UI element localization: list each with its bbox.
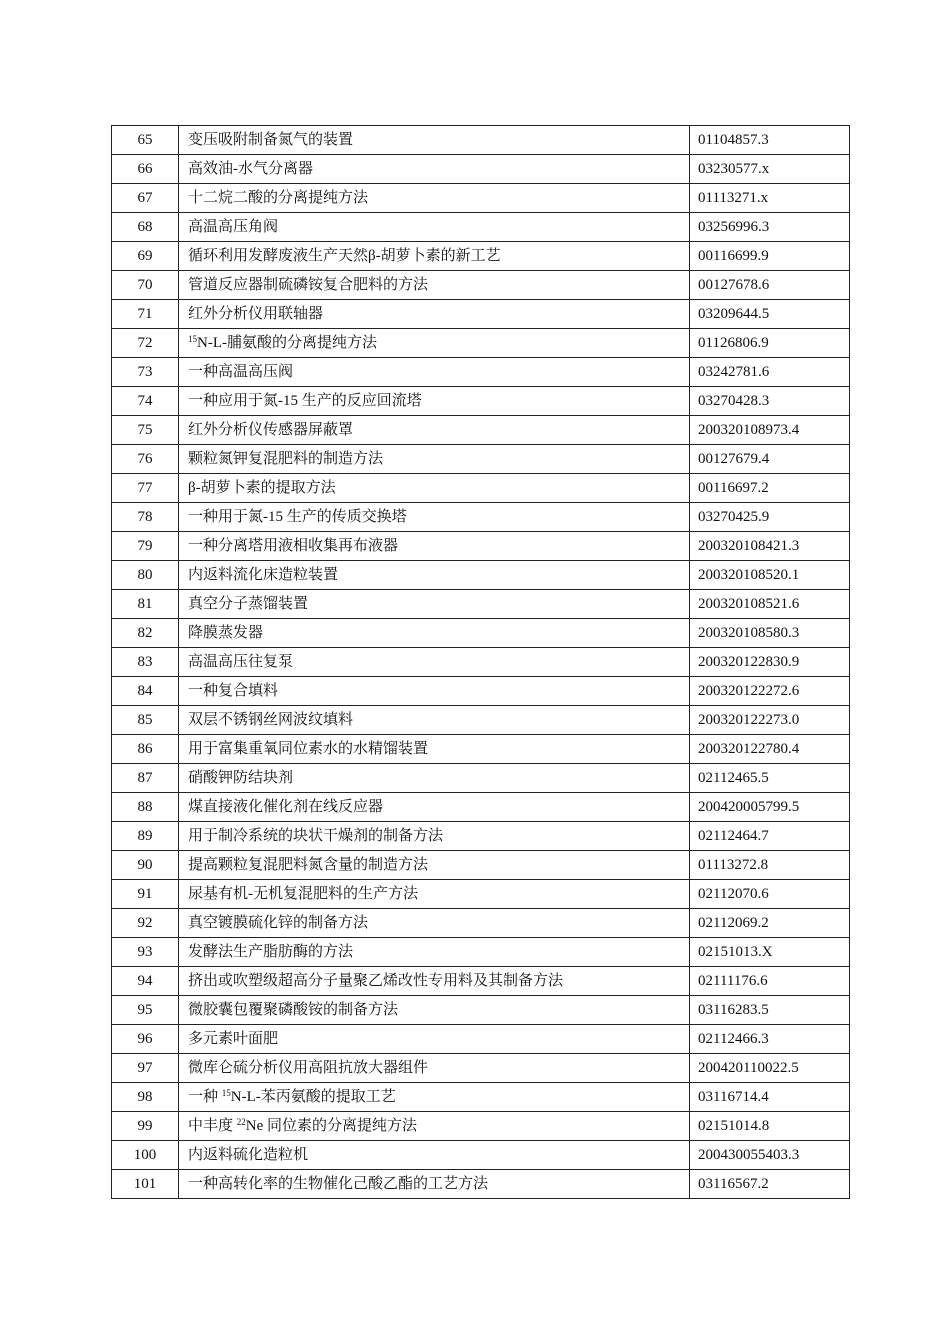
table-row bbox=[112, 503, 850, 532]
application-number: 03230577.x bbox=[690, 155, 850, 184]
row-number: 96 bbox=[112, 1025, 179, 1054]
table-row bbox=[112, 416, 850, 445]
table-row bbox=[112, 155, 850, 184]
row-number: 79 bbox=[112, 532, 179, 561]
application-number: 00116697.2 bbox=[690, 474, 850, 503]
patent-title-cell bbox=[179, 677, 690, 706]
patent-title-cell bbox=[179, 300, 690, 329]
row-number: 73 bbox=[112, 358, 179, 387]
patent-title-cell bbox=[179, 1054, 690, 1083]
patent-title-text: 管道反应器制硫磷铵复合肥料的方法 bbox=[188, 277, 429, 293]
patent-title-cell bbox=[179, 474, 690, 503]
table-row bbox=[112, 561, 850, 590]
table-row bbox=[112, 1025, 850, 1054]
patent-title-cell bbox=[179, 1170, 690, 1199]
table-row bbox=[112, 126, 850, 155]
patent-title-cell bbox=[179, 271, 690, 300]
table-row bbox=[112, 793, 850, 822]
patent-title-text: 硝酸钾防结块剂 bbox=[188, 770, 294, 786]
patent-title-text: 内返料硫化造粒机 bbox=[188, 1147, 309, 1163]
table-row bbox=[112, 1112, 850, 1141]
patent-title-cell bbox=[179, 561, 690, 590]
patent-title-text: 内返料流化床造粒装置 bbox=[188, 567, 339, 583]
row-number: 95 bbox=[112, 996, 179, 1025]
application-number: 200320108520.1 bbox=[690, 561, 850, 590]
application-number: 02112069.2 bbox=[690, 909, 850, 938]
patent-title-cell bbox=[179, 503, 690, 532]
patent-title-cell bbox=[179, 793, 690, 822]
patent-title-cell bbox=[179, 445, 690, 474]
patent-title-text: 十二烷二酸的分离提纯方法 bbox=[188, 190, 369, 206]
patent-title-text: 一种应用于氮-15 生产的反应回流塔 bbox=[188, 393, 422, 409]
application-number: 00127678.6 bbox=[690, 271, 850, 300]
table-row bbox=[112, 1083, 850, 1112]
patent-title-text: 用于制冷系统的块状干燥剂的制备方法 bbox=[188, 828, 444, 844]
application-number: 200320108421.3 bbox=[690, 532, 850, 561]
application-number: 03270425.9 bbox=[690, 503, 850, 532]
table-row bbox=[112, 619, 850, 648]
application-number: 200320122272.6 bbox=[690, 677, 850, 706]
application-number: 02112466.3 bbox=[690, 1025, 850, 1054]
patent-title-cell bbox=[179, 1141, 690, 1170]
row-number: 83 bbox=[112, 648, 179, 677]
table-row bbox=[112, 387, 850, 416]
patent-title-cell bbox=[179, 590, 690, 619]
table-row bbox=[112, 909, 850, 938]
application-number: 02112070.6 bbox=[690, 880, 850, 909]
row-number: 88 bbox=[112, 793, 179, 822]
patent-title-cell bbox=[179, 532, 690, 561]
row-number: 71 bbox=[112, 300, 179, 329]
patent-title-cell bbox=[179, 938, 690, 967]
patent-title-cell bbox=[179, 358, 690, 387]
table-row bbox=[112, 300, 850, 329]
patent-title-text: 微库仑硫分析仪用高阻抗放大器组件 bbox=[188, 1060, 429, 1076]
row-number: 86 bbox=[112, 735, 179, 764]
patent-title-text: 高温高压往复泵 bbox=[188, 654, 294, 670]
application-number: 200420110022.5 bbox=[690, 1054, 850, 1083]
patent-title-cell bbox=[179, 1083, 690, 1112]
row-number: 93 bbox=[112, 938, 179, 967]
application-number: 02151014.8 bbox=[690, 1112, 850, 1141]
patent-title-text: 高效油-水气分离器 bbox=[188, 161, 313, 177]
patent-title-cell bbox=[179, 329, 690, 358]
row-number: 69 bbox=[112, 242, 179, 271]
patent-title-text: 一种高转化率的生物催化己酸乙酯的工艺方法 bbox=[188, 1176, 489, 1192]
table-row bbox=[112, 938, 850, 967]
patent-title-text: 一种分离塔用液相收集再布液器 bbox=[188, 538, 399, 554]
row-number: 78 bbox=[112, 503, 179, 532]
row-number: 84 bbox=[112, 677, 179, 706]
application-number: 03116567.2 bbox=[690, 1170, 850, 1199]
row-number: 89 bbox=[112, 822, 179, 851]
table-row bbox=[112, 445, 850, 474]
patent-title-cell bbox=[179, 648, 690, 677]
row-number: 98 bbox=[112, 1083, 179, 1112]
table-row bbox=[112, 880, 850, 909]
patent-title-cell bbox=[179, 387, 690, 416]
table-row bbox=[112, 532, 850, 561]
row-number: 68 bbox=[112, 213, 179, 242]
patent-title-cell bbox=[179, 735, 690, 764]
patent-title-text: 发酵法生产脂肪酶的方法 bbox=[188, 944, 354, 960]
table-row bbox=[112, 358, 850, 387]
application-number: 02111176.6 bbox=[690, 967, 850, 996]
table-row bbox=[112, 474, 850, 503]
row-number: 92 bbox=[112, 909, 179, 938]
patent-title-text: 红外分析仪用联轴器 bbox=[188, 306, 324, 322]
row-number: 99 bbox=[112, 1112, 179, 1141]
patent-title-text: 颗粒氮钾复混肥料的制造方法 bbox=[188, 451, 384, 467]
application-number: 03242781.6 bbox=[690, 358, 850, 387]
row-number: 85 bbox=[112, 706, 179, 735]
application-number: 200320122273.0 bbox=[690, 706, 850, 735]
patent-list-body bbox=[112, 126, 850, 1199]
patent-title-text: 红外分析仪传感器屏蔽罩 bbox=[188, 422, 354, 438]
row-number: 97 bbox=[112, 1054, 179, 1083]
patent-title-text: 一种高温高压阀 bbox=[188, 364, 294, 380]
application-number: 200420005799.5 bbox=[690, 793, 850, 822]
table-row bbox=[112, 184, 850, 213]
isotope-mass-number: 15 bbox=[221, 1088, 231, 1098]
patent-title-text: 降膜蒸发器 bbox=[188, 625, 264, 641]
patent-title-text: 中丰度 bbox=[188, 1118, 237, 1134]
patent-title-cell bbox=[179, 822, 690, 851]
table-row bbox=[112, 996, 850, 1025]
table-row bbox=[112, 764, 850, 793]
patent-title-text: 双层不锈钢丝网波纹填料 bbox=[188, 712, 354, 728]
application-number: 01104857.3 bbox=[690, 126, 850, 155]
patent-title-text: 一种 bbox=[188, 1089, 222, 1105]
patent-title-cell bbox=[179, 155, 690, 184]
row-number: 81 bbox=[112, 590, 179, 619]
patent-title-text: 挤出或吹塑级超高分子量聚乙烯改性专用料及其制备方法 bbox=[188, 973, 564, 989]
table-row bbox=[112, 329, 850, 358]
patent-title-cell bbox=[179, 909, 690, 938]
patent-title-cell bbox=[179, 851, 690, 880]
row-number: 91 bbox=[112, 880, 179, 909]
row-number: 75 bbox=[112, 416, 179, 445]
table-row bbox=[112, 706, 850, 735]
patent-title-cell bbox=[179, 213, 690, 242]
row-number: 65 bbox=[112, 126, 179, 155]
application-number: 03116714.4 bbox=[690, 1083, 850, 1112]
table-row bbox=[112, 735, 850, 764]
table-row bbox=[112, 1054, 850, 1083]
patent-list-table bbox=[111, 125, 850, 1199]
row-number: 74 bbox=[112, 387, 179, 416]
isotope-mass-number: 15 bbox=[188, 334, 197, 344]
application-number: 02112464.7 bbox=[690, 822, 850, 851]
table-row bbox=[112, 822, 850, 851]
application-number: 200430055403.3 bbox=[690, 1141, 850, 1170]
row-number: 70 bbox=[112, 271, 179, 300]
patent-title-cell bbox=[179, 1112, 690, 1141]
patent-title-text: Ne 同位素的分离提纯方法 bbox=[245, 1118, 418, 1134]
application-number: 01113272.8 bbox=[690, 851, 850, 880]
application-number: 200320108521.6 bbox=[690, 590, 850, 619]
patent-title-cell bbox=[179, 880, 690, 909]
row-number: 77 bbox=[112, 474, 179, 503]
patent-title-text: 多元素叶面肥 bbox=[188, 1031, 279, 1047]
patent-title-text: 微胶囊包覆聚磷酸铵的制备方法 bbox=[188, 1002, 399, 1018]
table-row bbox=[112, 271, 850, 300]
patent-title-cell bbox=[179, 996, 690, 1025]
application-number: 200320122830.9 bbox=[690, 648, 850, 677]
patent-title-text: 一种复合填料 bbox=[188, 683, 279, 699]
patent-title-text: 高温高压角阀 bbox=[188, 219, 279, 235]
row-number: 87 bbox=[112, 764, 179, 793]
patent-title-text: 一种用于氮-15 生产的传质交换塔 bbox=[188, 509, 407, 525]
table-row bbox=[112, 1170, 850, 1199]
row-number: 72 bbox=[112, 329, 179, 358]
patent-title-cell bbox=[179, 706, 690, 735]
patent-title-cell bbox=[179, 126, 690, 155]
application-number: 03116283.5 bbox=[690, 996, 850, 1025]
patent-title-text: 真空分子蒸馏装置 bbox=[188, 596, 309, 612]
patent-title-cell bbox=[179, 967, 690, 996]
table-row bbox=[112, 677, 850, 706]
row-number: 67 bbox=[112, 184, 179, 213]
application-number: 00127679.4 bbox=[690, 445, 850, 474]
application-number: 03209644.5 bbox=[690, 300, 850, 329]
patent-title-text: N-L-脯氨酸的分离提纯方法 bbox=[197, 335, 377, 351]
patent-title-text: 煤直接液化催化剂在线反应器 bbox=[188, 799, 384, 815]
application-number: 02151013.X bbox=[690, 938, 850, 967]
patent-title-text: 用于富集重氧同位素水的水精馏装置 bbox=[188, 741, 429, 757]
row-number: 80 bbox=[112, 561, 179, 590]
table-row bbox=[112, 1141, 850, 1170]
application-number: 200320108580.3 bbox=[690, 619, 850, 648]
patent-title-cell bbox=[179, 619, 690, 648]
row-number: 66 bbox=[112, 155, 179, 184]
table-row bbox=[112, 213, 850, 242]
patent-title-text: β-胡萝卜素的提取方法 bbox=[188, 480, 336, 496]
patent-title-cell bbox=[179, 416, 690, 445]
application-number: 03270428.3 bbox=[690, 387, 850, 416]
table-row bbox=[112, 967, 850, 996]
patent-title-text: 真空镀膜硫化锌的制备方法 bbox=[188, 915, 369, 931]
patent-title-text: 变压吸附制备氮气的装置 bbox=[188, 132, 354, 148]
row-number: 100 bbox=[112, 1141, 179, 1170]
table-row bbox=[112, 590, 850, 619]
patent-title-text: 提高颗粒复混肥料氮含量的制造方法 bbox=[188, 857, 429, 873]
patent-title-cell bbox=[179, 242, 690, 271]
row-number: 76 bbox=[112, 445, 179, 474]
table-row bbox=[112, 242, 850, 271]
application-number: 200320122780.4 bbox=[690, 735, 850, 764]
table-row bbox=[112, 648, 850, 677]
table-row bbox=[112, 851, 850, 880]
patent-title-text: 尿基有机-无机复混肥料的生产方法 bbox=[188, 886, 418, 902]
patent-title-cell bbox=[179, 184, 690, 213]
patent-title-cell bbox=[179, 1025, 690, 1054]
application-number: 01126806.9 bbox=[690, 329, 850, 358]
application-number: 00116699.9 bbox=[690, 242, 850, 271]
isotope-mass-number: 22 bbox=[236, 1117, 246, 1127]
application-number: 01113271.x bbox=[690, 184, 850, 213]
application-number: 200320108973.4 bbox=[690, 416, 850, 445]
patent-title-cell bbox=[179, 764, 690, 793]
application-number: 02112465.5 bbox=[690, 764, 850, 793]
row-number: 101 bbox=[112, 1170, 179, 1199]
application-number: 03256996.3 bbox=[690, 213, 850, 242]
row-number: 90 bbox=[112, 851, 179, 880]
patent-title-text: N-L-苯丙氨酸的提取工艺 bbox=[230, 1089, 396, 1105]
patent-title-text: 循环利用发酵废液生产天然β-胡萝卜素的新工艺 bbox=[188, 248, 501, 264]
row-number: 94 bbox=[112, 967, 179, 996]
row-number: 82 bbox=[112, 619, 179, 648]
